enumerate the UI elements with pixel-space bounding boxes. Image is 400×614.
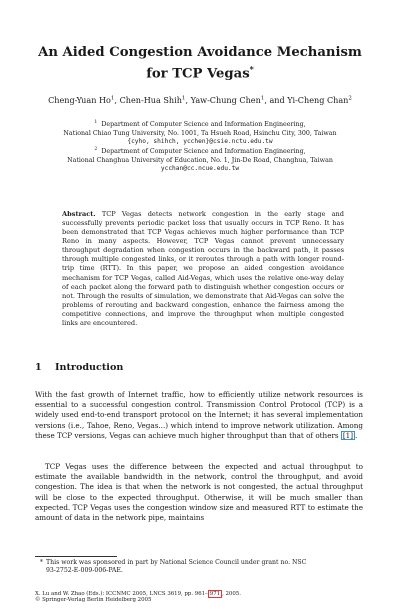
paper-title-line2 — [0, 61, 400, 82]
affiliation-1-line1 — [0, 119, 400, 130]
section-number: 1 — [35, 362, 42, 373]
affiliation-1-line2: National Chiao Tung University, No. 1001, Ta Hsueh Road, Hsinchu City, 300, Taiwan — [63, 129, 337, 137]
footnote — [35, 559, 363, 576]
body-paragraph-2: TCP Vegas uses the difference between the expected and actual throughput to estimate the available bandwidth in the network, control the throughput, and avoid congestion. The idea is that when the network is not congested, the actual throughput will be close to the expected throughput. Otherwise, it will be much smaller than expected. TCP Vegas uses the congestion window size and measured RTT to estimate the amount of data in the network pipe, maintains — [35, 462, 363, 523]
author-affiliation-mark: 1 — [110, 95, 115, 102]
author-separator: , — [114, 95, 120, 105]
author-name: Chen-Hua Shih — [119, 95, 182, 105]
footnote-mark: * — [39, 559, 43, 566]
author-affiliation-mark: 1 — [260, 95, 265, 102]
footnote-line2: 93-2752-E-009-006-PAE. — [46, 567, 123, 575]
author-name: Cheng-Yuan Ho — [48, 95, 111, 105]
affiliation-2-line1 — [0, 146, 400, 157]
affiliation-2-line2: National Changhua University of Education, No. 1, Jin-De Road, Changhua, Taiwan — [67, 156, 333, 164]
footnote-rule — [35, 556, 117, 557]
citation-link[interactable]: [1] — [342, 430, 354, 440]
abstract — [62, 210, 344, 328]
body-paragraph-1 — [35, 390, 363, 441]
paragraph-text: With the fast growth of Internet traffic, how to efficiently utilize network resources is essential to a successful congestion control. Transmission Control Protocol (TCP) is a widely used end-to-end transport protocol on the Internet; it has several implementation versions (i.e., Tahoe, Reno, Vegas...) which intend to improve network utilization. Among these TCP versions, Vegas can achieve much higher throughput than that of others — [35, 390, 363, 440]
footnote-text: This work was sponsored in part by National Science Council under grant no. NSC — [46, 559, 307, 566]
colophon-line2: © Springer-Verlag Berlin Heidelberg 2005 — [35, 597, 152, 603]
affiliation-1 — [0, 119, 400, 146]
affiliation-2-email: ycchan@cc.ncue.edu.tw — [160, 164, 240, 172]
affiliation-1-email: {cyho, shihch, ycchen}@csie.nctu.edu.tw — [127, 137, 273, 145]
author-name: Yi-Cheng Chan — [287, 95, 349, 105]
section-heading — [35, 362, 123, 373]
author-affiliation-mark: 2 — [348, 95, 352, 102]
affiliation-2 — [0, 146, 400, 173]
author-list — [0, 95, 400, 105]
colophon-prefix: X. Lu and W. Zhao (Eds.): ICCNMC 2005, LNCS 3619, pp. 961– — [35, 591, 208, 597]
affiliation-text: Department of Computer Science and Information Engineering, — [101, 148, 306, 156]
abstract-text: TCP Vegas detects network congestion in the early stage and successfully prevents periodic packet loss that usually occurs in TCP Reno. It has been demonstrated that TCP Vegas achieves much higher performance than TCP Reno in many aspects. However, TCP Vegas cannot prevent unnecessary throughput degradation when congestion occurs in the backward path, it passes through multiple congested links, or it reroutes through a path with longer round-trip time (RTT). In this paper, we propose an aided congestion avoidance mechanism for TCP Vegas, called Aid-Vegas, which uses the relative one-way delay of each packet along the forward path to distinguish whether congestion occurs or not. Through the results of simulation, we demonstrate that Aid-Vegas can solve the problems of rerouting and backward congestion, enhance the fairness among the competitive connections, and improve the throughput when multiple congested links are encountered. — [62, 210, 344, 327]
affiliation-text: Department of Computer Science and Information Engineering, — [101, 121, 306, 129]
author-affiliation-mark: 1 — [181, 95, 186, 102]
paper-title-line1: An Aided Congestion Avoidance Mechanism — [38, 45, 362, 60]
colophon-suffix: , 2005. — [222, 591, 241, 597]
affiliation-mark: 1 — [94, 120, 98, 125]
paper-title-text: for TCP Vegas — [146, 66, 250, 82]
author-separator: , — [185, 95, 191, 105]
author-name: Yaw-Chung Chen — [190, 95, 261, 105]
section-title: Introduction — [55, 362, 124, 373]
paragraph-end: . — [355, 430, 358, 440]
affiliation-mark: 2 — [94, 147, 98, 152]
page-range-link[interactable]: 971 — [209, 591, 221, 597]
author-separator-and: , and — [264, 95, 288, 105]
title-footnote-mark: * — [249, 64, 254, 74]
abstract-label: Abstract. — [62, 210, 96, 218]
footnote-line1 — [35, 559, 363, 567]
